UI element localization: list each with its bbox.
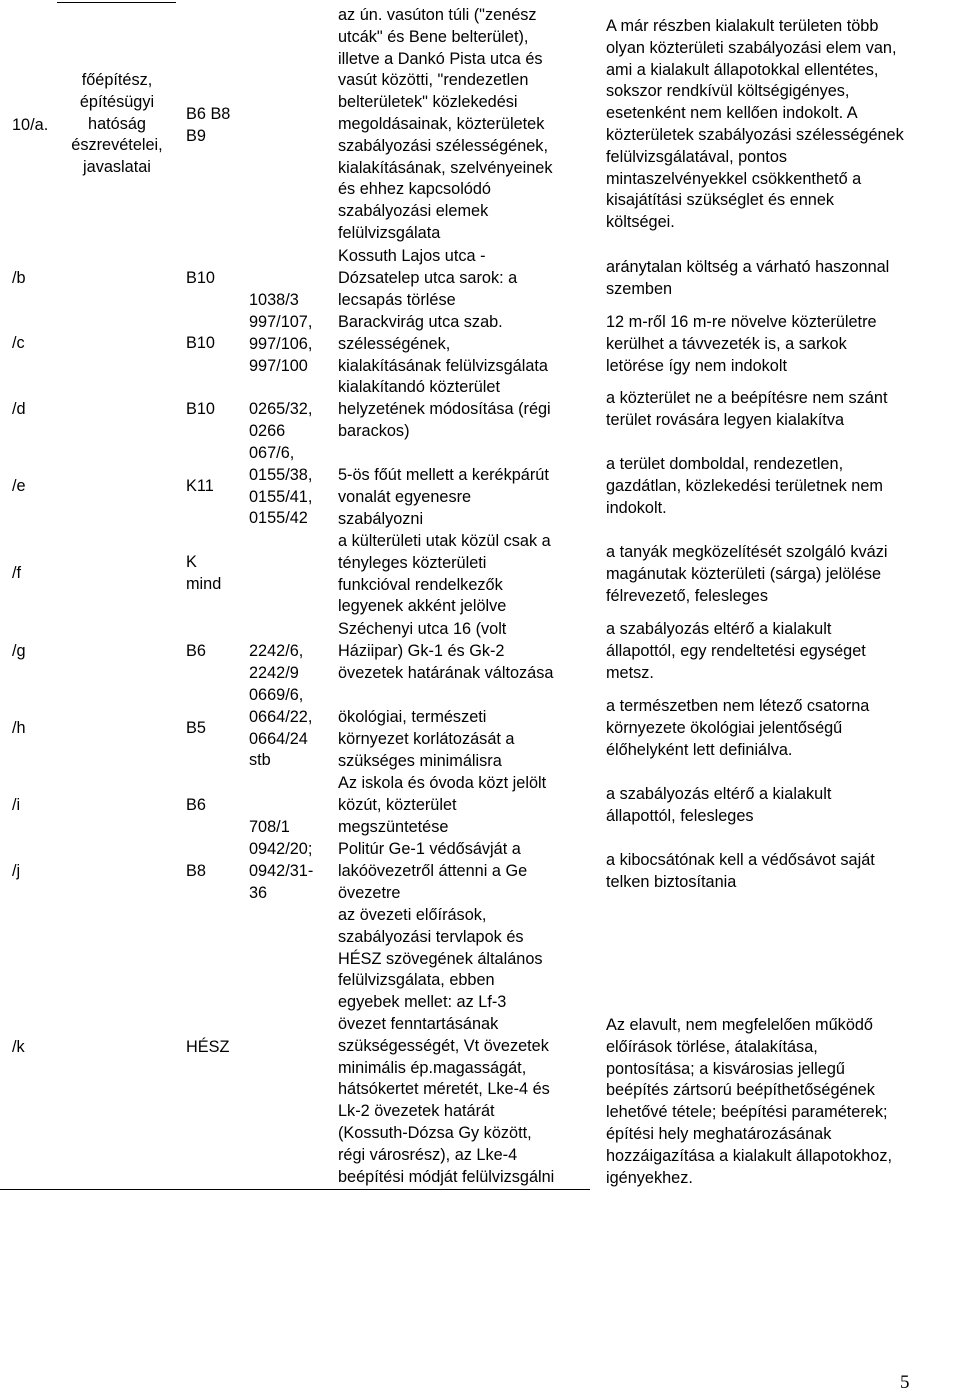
row-sheet-ref: B10	[186, 400, 215, 418]
row-reason: aránytalan költség a várható haszonnal szemben	[606, 258, 890, 298]
row-reason: a tanyák megközelítését szolgáló kvázi magánutak közterületi (sárga) jelölése félrevezető, felesleges	[606, 543, 888, 605]
row-parcel: 0942/20; 0942/31- 36	[249, 840, 314, 902]
row-id: /g	[12, 642, 26, 660]
row-reason: a szabályozás eltérő a kialakult állapottól, egy rendeltetési egységet metsz.	[606, 620, 866, 682]
row-reason: A már részben kialakult területen több olyan közterületi szabályozási elem van, ami a kialakult állapotokkal ellentétes, sokszor rendkívül költségigényes, esetenként nem kellően indokolt. A közterületek szabályozási szélességének felülvizsgálatával, pontos mintaszelvényekkel csökkenthető a kisajátítási szükséglet és ennek költségei.	[606, 17, 904, 232]
row-id: /c	[12, 334, 25, 352]
row-sheet-ref: B10	[186, 269, 215, 287]
row-id: /h	[12, 719, 26, 737]
row-sheet-ref: B6 B8 B9	[186, 105, 231, 145]
row-parcel: 067/6, 0155/38, 0155/41, 0155/42	[249, 444, 313, 528]
row-parcel: 0669/6, 0664/22, 0664/24 stb	[249, 686, 313, 770]
row-topic: ökológiai, természeti környezet korlátozását a szükséges minimálisra	[338, 708, 515, 770]
row-sheet-ref: B5	[186, 719, 206, 737]
row-reason: a szabályozás eltérő a kialakult állapottól, felesleges	[606, 785, 832, 825]
row-sheet-ref: K11	[186, 477, 214, 495]
row-id: 10/a.	[12, 116, 49, 134]
row-id: /k	[12, 1038, 25, 1056]
row-parcel: 997/107, 997/106, 997/100	[249, 313, 313, 375]
row-id: /f	[12, 564, 22, 582]
row-id: /e	[12, 477, 26, 495]
row-topic: 5-ös főút mellett a kerékpárút vonalát egyenesre szabályozni	[338, 466, 549, 528]
row-reason: a természetben nem létező csatorna környezete ökológiai jelentőségű élőhelyként lett definiálva.	[606, 697, 870, 759]
row-topic: az övezeti előírások, szabályozási tervlapok és HÉSZ szövegének általános felülvizsgálata, ebben egyebek mellet: az Lf-3 övezet fenntartásának szükségességét, Vt övezetek minimális ép.magasságát, hátsókertet méretét, Lke-4 és Lk-2 övezetek határát (Kossuth-Dózsa Gy között, régi városrész), az Lke-4 beépítési módját felülvizsgálni	[338, 906, 555, 1186]
row-reason: a terület domboldal, rendezetlen, gazdátlan, közlekedési területnek nem indokolt.	[606, 455, 883, 517]
row-id: /b	[12, 269, 26, 287]
row-reason: a közterület ne a beépítésre nem szánt terület rovására legyen kialakítva	[606, 389, 888, 429]
row-topic: Az iskola és óvoda közt jelölt közút, közterület megszüntetése	[338, 774, 547, 836]
row-reason: 12 m-ről 16 m-re növelve közterületre kerülhet a távvezeték is, a sarkok letörése így nem indokolt	[606, 313, 877, 375]
row-id: /j	[12, 862, 21, 880]
row-parcel: 708/1	[249, 818, 290, 836]
row-parcel: 1038/3	[249, 291, 299, 309]
bottom-rule	[0, 1189, 590, 1190]
row-topic: kialakítandó közterület helyzetének módosítása (régi barackos)	[338, 378, 551, 440]
row-sheet-ref: K mind	[186, 553, 222, 593]
row-submitter: főépítész, építésügyi hatóság észrevételei, javaslatai	[71, 71, 163, 177]
top-rule	[57, 2, 176, 3]
row-id: /i	[12, 796, 21, 814]
row-topic: Barackvirág utca szab. szélességének, kialakításának felülvizsgálata	[338, 313, 548, 375]
row-sheet-ref: B6	[186, 796, 206, 814]
row-reason: Az elavult, nem megfelelően működő előírások törlése, átalakítása, pontosítása; a kisvárosias jellegű beépítés zártsorú beépíthetőségének lehetővé tétele; beépítési paraméterek; építési hely meghatározásának hozzáigazítása a kialakult állapotokhoz, igényekhez.	[606, 1016, 893, 1187]
page-number: 5	[900, 1372, 910, 1393]
row-parcel: 0265/32, 0266	[249, 400, 313, 440]
row-sheet-ref: B6	[186, 642, 206, 660]
row-topic: Széchenyi utca 16 (volt Háziipar) Gk-1 és Gk-2 övezetek határának változása	[338, 620, 554, 682]
row-topic: az ún. vasúton túli ("zenész utcák" és Bene belterület), illetve a Dankó Pista utca és vasút közötti, "rendezetlen belterületek" közlekedési megoldásainak, közterületek szabályozási szélességének, kialakításának, szelvényeinek és ehhez kapcsolódó szabályozási elemek felülvizsgálata	[338, 6, 553, 242]
row-topic: Politúr Ge-1 védősávját a lakóövezetről áttenni a Ge övezetre	[338, 840, 528, 902]
row-topic: a külterületi utak közül csak a tényleges közterületi funkcióval rendelkezők legyenek akként jelölve	[338, 532, 551, 616]
row-sheet-ref: HÉSZ	[186, 1038, 230, 1056]
row-sheet-ref: B8	[186, 862, 206, 880]
row-topic: Kossuth Lajos utca - Dózsatelep utca sarok: a lecsapás törlése	[338, 247, 518, 309]
row-id: /d	[12, 400, 26, 418]
row-reason: a kibocsátónak kell a védősávot saját telken biztosítania	[606, 851, 875, 891]
row-parcel: 2242/6, 2242/9	[249, 642, 304, 682]
row-sheet-ref: B10	[186, 334, 215, 352]
